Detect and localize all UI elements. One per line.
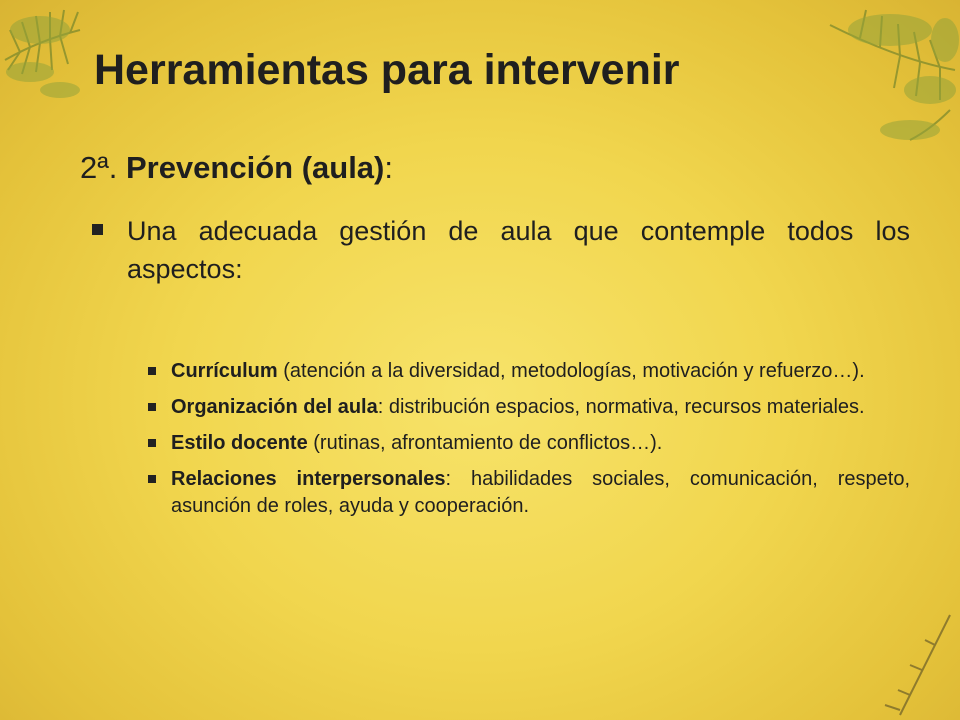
heading-prefix: 2ª.: [80, 150, 126, 185]
list-item: [148, 430, 910, 457]
list-item-rest: (atención a la diversidad, metodologías, motivación y refuerzo…).: [277, 360, 865, 382]
square-bullet-icon: [92, 224, 103, 235]
slide-title: Herramientas para intervenir: [94, 46, 680, 94]
list-item: [148, 394, 910, 421]
square-bullet-icon: [148, 367, 156, 375]
list-item-bold: Estilo docente: [171, 432, 308, 454]
list-item-rest: : habilidades sociales, comunicación, respeto, asunción de roles, ayuda y cooperación.: [171, 468, 910, 517]
list-item: [148, 466, 910, 520]
pine-branch-right-icon: [790, 0, 960, 170]
main-bullet-text: Una adecuada gestión de aula que contemple todos los aspectos:: [127, 216, 910, 284]
section-heading: [80, 150, 393, 186]
main-bullet: [92, 212, 910, 288]
list-item: [148, 358, 910, 385]
heading-suffix: :: [384, 150, 393, 185]
heading-bold: Prevención (aula): [125, 150, 385, 185]
list-item-text: [171, 394, 910, 421]
list-item-bold: Relaciones interpersonales: [171, 468, 446, 490]
list-item-bold: Organización del aula: [171, 396, 378, 418]
list-item-text: [171, 358, 910, 385]
list-item-text: [171, 430, 910, 457]
square-bullet-icon: [148, 439, 156, 447]
list-item-rest: : distribución espacios, normativa, recursos materiales.: [377, 396, 865, 418]
list-item-rest: (rutinas, afrontamiento de conflictos…).: [307, 432, 663, 454]
square-bullet-icon: [148, 403, 156, 411]
list-item-text: [171, 466, 910, 520]
square-bullet-icon: [148, 475, 156, 483]
sub-bullet-list: [148, 358, 910, 529]
list-item-bold: Currículum: [171, 360, 278, 382]
bamboo-stalk-icon: [880, 610, 960, 720]
